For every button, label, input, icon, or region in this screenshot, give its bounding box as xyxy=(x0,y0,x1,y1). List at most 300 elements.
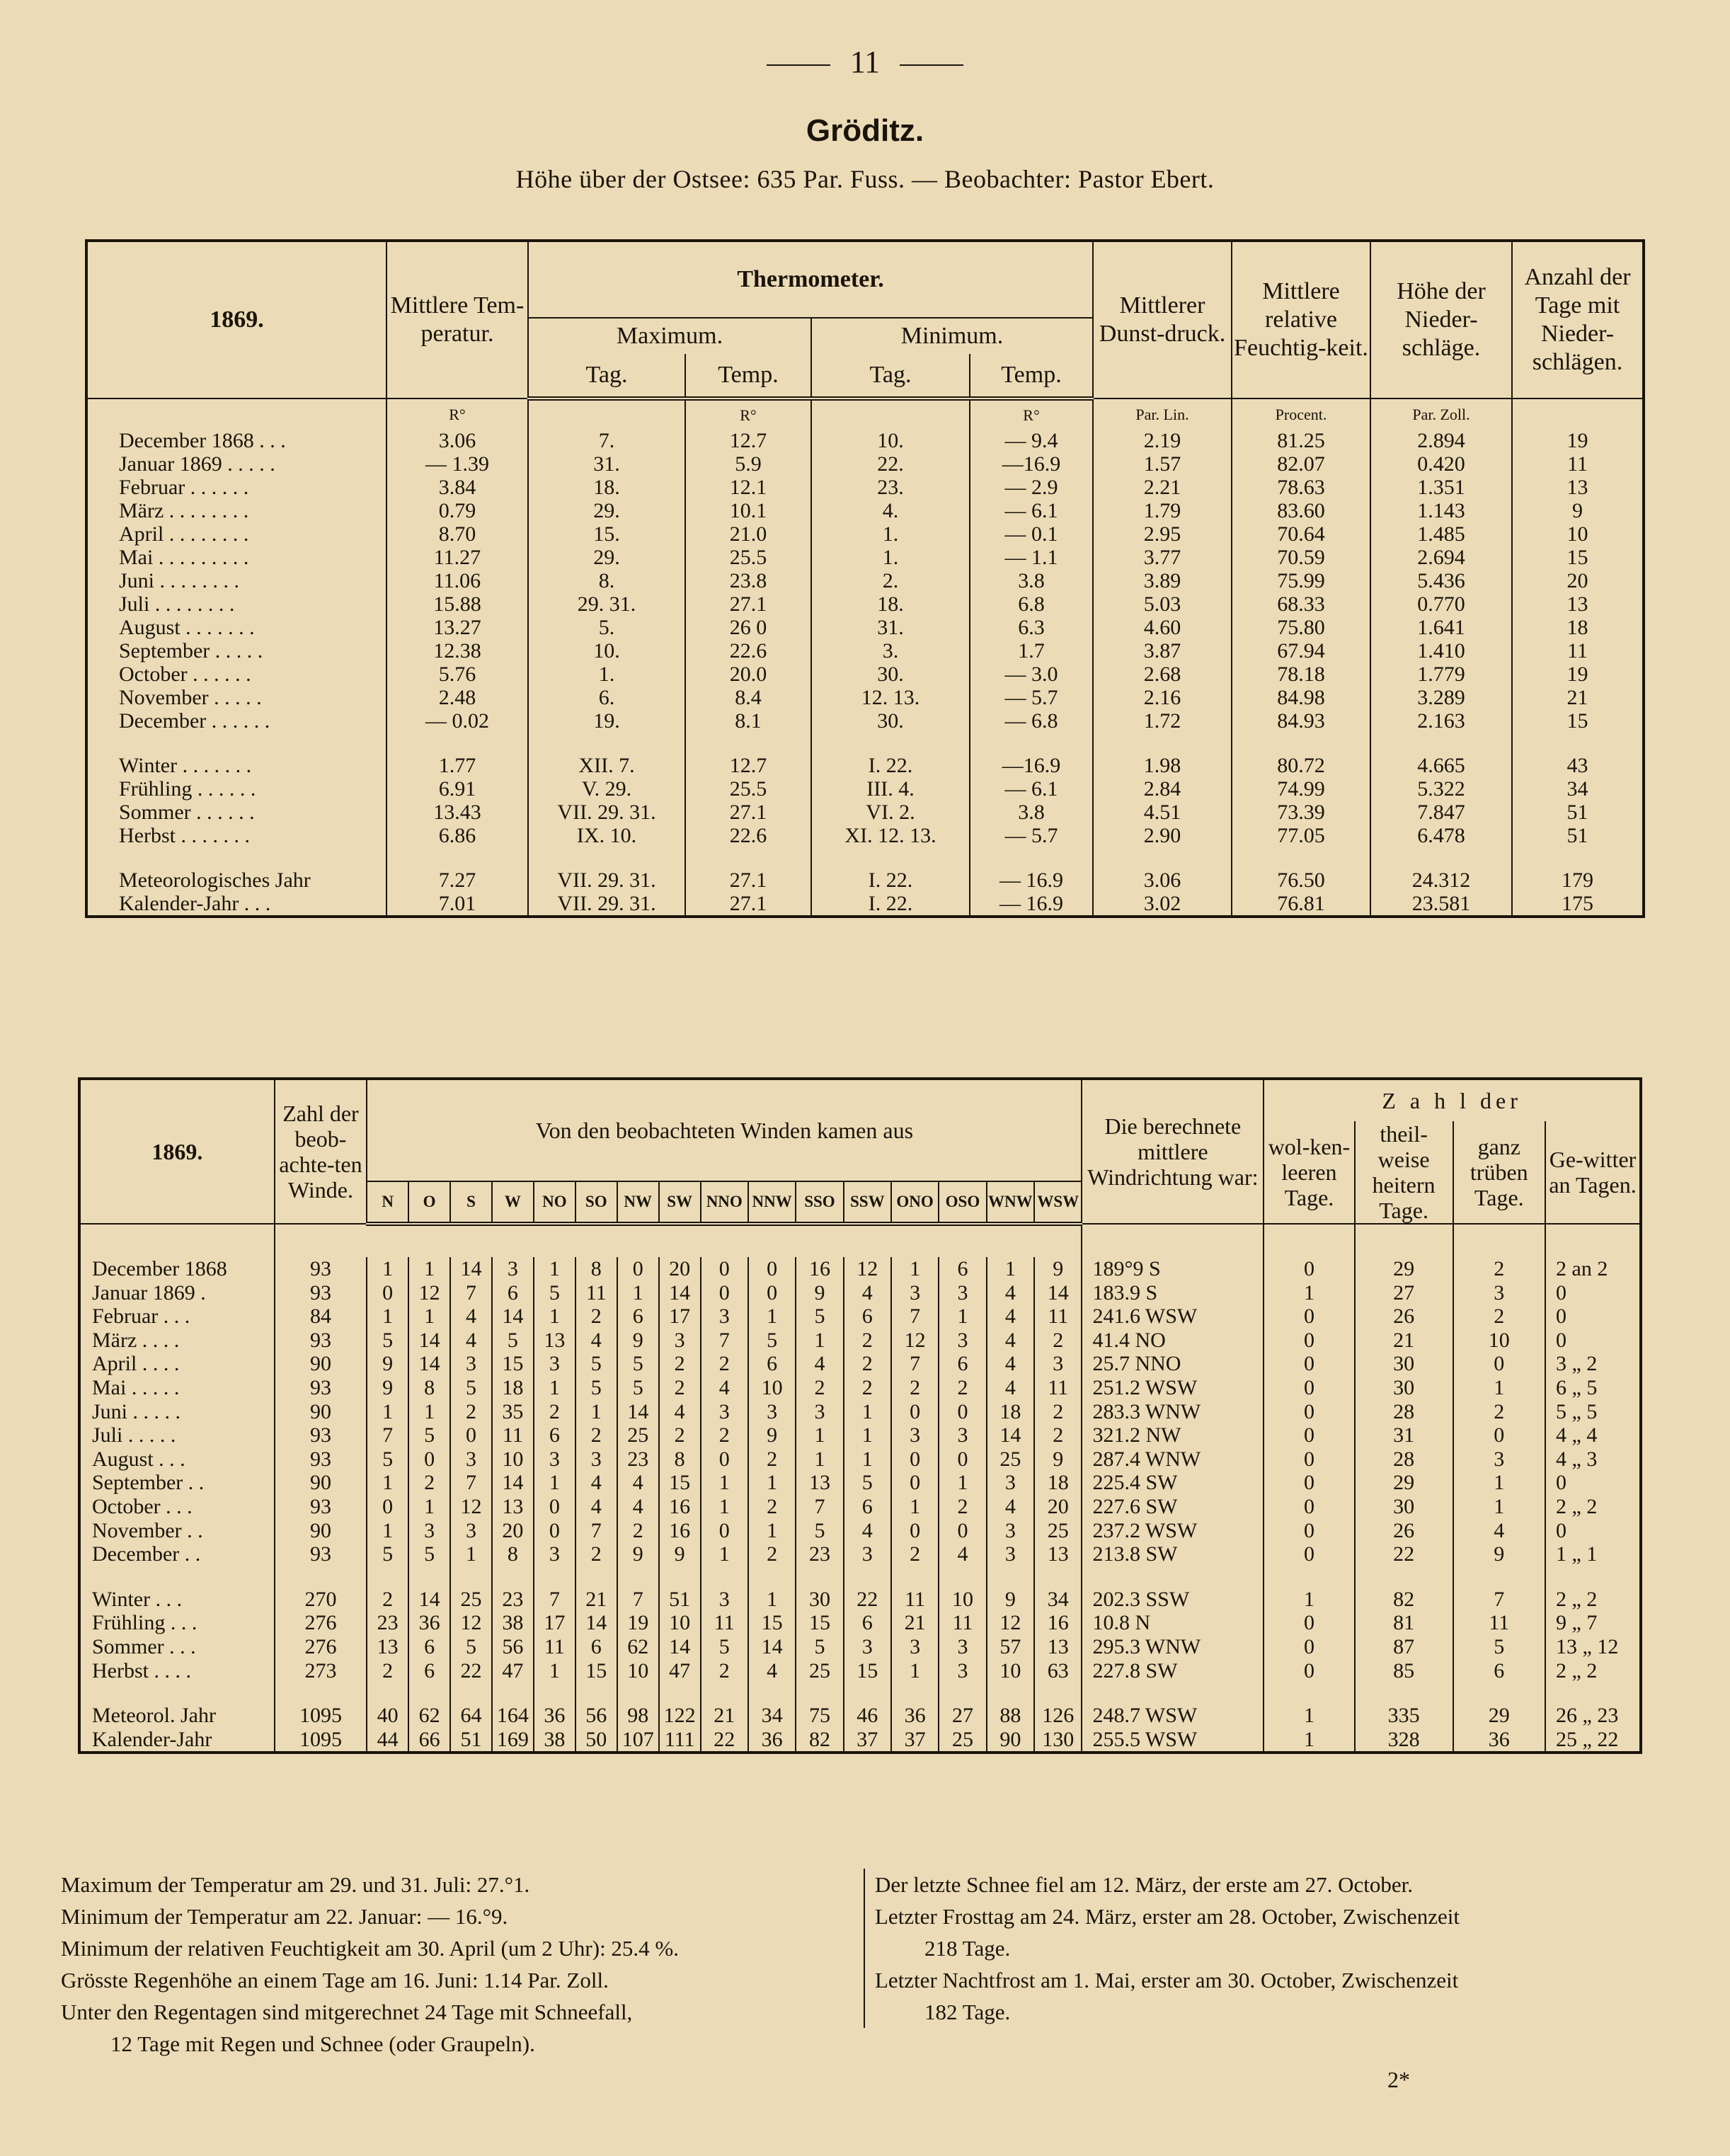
table-cell: 202.3 SSW xyxy=(1082,1588,1264,1612)
table-cell: 2 xyxy=(1034,1423,1082,1447)
table-cell: I. 22. xyxy=(811,892,970,917)
table-cell: 130 xyxy=(1034,1728,1082,1753)
table-row xyxy=(86,824,1644,847)
table-cell: 10. xyxy=(528,639,685,663)
table-cell: 14 xyxy=(450,1257,492,1281)
table-cell: 4 xyxy=(659,1400,701,1424)
table-cell: 5.9 xyxy=(685,452,811,476)
table-cell: 11.27 xyxy=(386,546,528,569)
table-cell: 23. xyxy=(811,476,970,499)
table-cell: 87 xyxy=(1355,1635,1453,1659)
table-cell: 4 xyxy=(987,1352,1034,1376)
table-cell: 4.51 xyxy=(1093,801,1232,824)
table-cell: 29. xyxy=(528,499,685,522)
table-cell: 3. xyxy=(811,639,970,663)
table-cell: 0 xyxy=(1545,1519,1641,1543)
unit-par-lin: Par. Lin. xyxy=(1093,398,1232,429)
table-cell: — 6.1 xyxy=(970,499,1093,522)
table-cell: 2 „ 2 xyxy=(1545,1495,1641,1519)
table-cell: 2.68 xyxy=(1093,663,1232,686)
table-cell: 30 xyxy=(1355,1376,1453,1400)
table-cell: 1.351 xyxy=(1370,476,1512,499)
row-label: März . . . . . . . . xyxy=(119,499,249,522)
table-cell: 2 xyxy=(534,1400,575,1424)
table-cell: 6.8 xyxy=(970,592,1093,616)
table-cell: 75 xyxy=(796,1704,843,1728)
table-cell: —16.9 xyxy=(970,452,1093,476)
table-cell: 0 xyxy=(534,1519,575,1543)
maximum-header: Maximum. xyxy=(528,318,811,354)
table-cell: 13 „ 12 xyxy=(1545,1635,1641,1659)
table-cell: 25 xyxy=(617,1423,659,1447)
table-row xyxy=(79,1400,1641,1424)
table-row xyxy=(86,429,1644,452)
table-cell: 2 xyxy=(701,1423,748,1447)
table-cell: 5 xyxy=(796,1519,843,1543)
table-cell: 1 xyxy=(748,1588,796,1612)
row-label: Februar . . . xyxy=(92,1305,190,1329)
note-line: 12 Tage mit Regen und Schnee (oder Graupeln). xyxy=(110,2031,535,2056)
table-cell: 225.4 SW xyxy=(1082,1471,1264,1495)
table-cell: 7 xyxy=(534,1588,575,1612)
table-cell: 56 xyxy=(492,1635,534,1659)
wind-dir-header: WNW xyxy=(987,1181,1034,1224)
table-cell: 2 xyxy=(796,1376,843,1400)
wind-dir-header: N xyxy=(367,1181,408,1224)
table-cell: 1 xyxy=(796,1329,843,1353)
table-cell: 1 xyxy=(844,1447,891,1472)
table-cell: 23 xyxy=(492,1588,534,1612)
table-cell: 1 xyxy=(701,1542,748,1566)
climate-table-body xyxy=(86,398,1644,917)
table-cell: 9 xyxy=(367,1376,408,1400)
table-cell: 7 xyxy=(575,1519,617,1543)
table-cell: 5 xyxy=(617,1376,659,1400)
table-cell: 2.90 xyxy=(1093,824,1232,847)
table-row xyxy=(79,1519,1641,1543)
table-cell: 273 xyxy=(275,1659,367,1683)
wind-dir-header: NNO xyxy=(701,1181,748,1224)
table-cell: 2 xyxy=(1034,1329,1082,1353)
table-cell: 2 xyxy=(659,1376,701,1400)
table-cell: 31. xyxy=(811,616,970,639)
table-cell: 0 xyxy=(1453,1352,1545,1376)
table-cell: 0 xyxy=(1545,1329,1641,1353)
table-cell: 1095 xyxy=(275,1704,367,1728)
table-cell: 3.87 xyxy=(1093,639,1232,663)
table-cell: 3.289 xyxy=(1370,686,1512,709)
table-cell: 23.581 xyxy=(1370,892,1512,917)
table-cell: 251.2 WSW xyxy=(1082,1376,1264,1400)
table-cell: 12.38 xyxy=(386,639,528,663)
table-cell: 93 xyxy=(275,1447,367,1472)
wind-dir-header: SW xyxy=(659,1181,701,1224)
table-cell: 3.84 xyxy=(386,476,528,499)
table-cell: 1.485 xyxy=(1370,522,1512,546)
table-cell: 0 xyxy=(1545,1281,1641,1305)
table-cell: 1.57 xyxy=(1093,452,1232,476)
table-cell: IX. 10. xyxy=(528,824,685,847)
table-cell: 5.436 xyxy=(1370,569,1512,592)
table-cell: 74.99 xyxy=(1232,777,1370,801)
table-cell: 9 xyxy=(617,1542,659,1566)
table-cell: — 6.8 xyxy=(970,709,1093,733)
table-cell: 14 xyxy=(1034,1281,1082,1305)
table-cell: 6 xyxy=(1453,1659,1545,1683)
table-cell: 5 xyxy=(575,1376,617,1400)
table-row xyxy=(79,1611,1641,1635)
table-cell: 248.7 WSW xyxy=(1082,1704,1264,1728)
row-label: December . . xyxy=(92,1542,201,1566)
wind-dir-header: S xyxy=(450,1181,492,1224)
table-cell: 1 xyxy=(534,1376,575,1400)
table-row xyxy=(86,569,1644,592)
wind-dir-header: NW xyxy=(617,1181,659,1224)
row-label: Winter . . . xyxy=(92,1587,183,1611)
table-cell: 14 xyxy=(408,1329,450,1353)
table-cell: 5 xyxy=(748,1329,796,1353)
table-cell: 2 xyxy=(659,1352,701,1376)
table-row xyxy=(79,1329,1641,1353)
table-cell: 5 xyxy=(450,1376,492,1400)
day-count-header: Z a h l der xyxy=(1264,1079,1641,1121)
table-cell: 5 xyxy=(701,1635,748,1659)
table-row xyxy=(79,1542,1641,1566)
table-cell: 2 xyxy=(891,1376,939,1400)
table-cell: 51 xyxy=(659,1588,701,1612)
table-cell: 1 xyxy=(408,1400,450,1424)
note-line: 182 Tage. xyxy=(924,2000,1011,2024)
table-cell: 20 xyxy=(1034,1495,1082,1519)
table-cell: 30. xyxy=(811,709,970,733)
table-cell: 93 xyxy=(275,1257,367,1281)
table-cell: 14 xyxy=(492,1305,534,1329)
table-cell: 1 xyxy=(617,1281,659,1305)
table-cell: 76.81 xyxy=(1232,892,1370,917)
table-cell: 27.1 xyxy=(685,892,811,917)
table-row xyxy=(79,1588,1641,1612)
unit-temp-max: R° xyxy=(685,398,811,429)
table-cell: 38 xyxy=(492,1611,534,1635)
table-cell: 31. xyxy=(528,452,685,476)
table-cell: 10 xyxy=(1453,1329,1545,1353)
table-cell: 21 xyxy=(575,1588,617,1612)
row-label: August . . . . . . . xyxy=(119,616,255,639)
table-cell: 5.03 xyxy=(1093,592,1232,616)
table-cell: 68.33 xyxy=(1232,592,1370,616)
table-cell: 3 xyxy=(575,1447,617,1472)
table-cell: 6 xyxy=(534,1423,575,1447)
table-cell: 2 xyxy=(1453,1305,1545,1329)
table-cell: 6.91 xyxy=(386,777,528,801)
table-cell: 28 xyxy=(1355,1447,1453,1472)
table-cell: 36 xyxy=(408,1611,450,1635)
table-cell: 22.6 xyxy=(685,824,811,847)
table-cell: 12.7 xyxy=(685,429,811,452)
table-cell: 15 xyxy=(844,1659,891,1683)
table-cell: 6 „ 5 xyxy=(1545,1376,1641,1400)
table-cell: 0 xyxy=(891,1471,939,1495)
table-cell: 3 xyxy=(701,1400,748,1424)
table-cell: 25 xyxy=(796,1659,843,1683)
table-cell: 5 xyxy=(617,1352,659,1376)
min-temp-header: Temp. xyxy=(970,354,1093,398)
table-cell: 1. xyxy=(528,663,685,686)
table-cell: 12.7 xyxy=(685,754,811,777)
table-cell: 13 xyxy=(534,1329,575,1353)
note-line: Grösste Regenhöhe an einem Tage am 16. Juni: 1.14 Par. Zoll. xyxy=(61,1968,609,1992)
row-label: October . . . . . . xyxy=(119,663,251,686)
table-cell: 11 xyxy=(891,1588,939,1612)
table-cell: 11 xyxy=(1512,639,1644,663)
table-cell: 36 xyxy=(748,1728,796,1753)
table-cell: 13.43 xyxy=(386,801,528,824)
table-cell: 62 xyxy=(617,1635,659,1659)
table-cell: 0 xyxy=(748,1281,796,1305)
table-cell: 189°9 S xyxy=(1082,1257,1264,1281)
note-line: Letzter Frosttag am 24. März, erster am 28. October, Zwischenzeit xyxy=(875,1904,1460,1929)
table-cell: 6 xyxy=(408,1659,450,1683)
table-cell: 2 xyxy=(367,1588,408,1612)
note-line: Maximum der Temperatur am 29. und 31. Juli: 27.°1. xyxy=(61,1872,530,1897)
table-cell: 1095 xyxy=(275,1728,367,1753)
table-cell: 5.322 xyxy=(1370,777,1512,801)
table-cell: 0 xyxy=(1264,1611,1354,1635)
table-cell: 321.2 NW xyxy=(1082,1423,1264,1447)
table-cell: 90 xyxy=(275,1352,367,1376)
table-cell: 27 xyxy=(1355,1281,1453,1305)
table-cell: 1 xyxy=(748,1471,796,1495)
table-cell: 28 xyxy=(1355,1400,1453,1424)
table-cell: 4 xyxy=(1453,1519,1545,1543)
table-cell: 20 xyxy=(492,1519,534,1543)
table-cell: 0 xyxy=(1545,1305,1641,1329)
table-cell: 25 xyxy=(939,1728,986,1753)
table-cell: 30 xyxy=(1355,1495,1453,1519)
table-cell: 3 xyxy=(450,1352,492,1376)
table-row xyxy=(86,892,1644,917)
row-label: November . . . . . xyxy=(119,686,262,709)
table-cell: 7 xyxy=(891,1352,939,1376)
table-row xyxy=(86,686,1644,709)
wind-table-body xyxy=(79,1224,1641,1753)
table-cell: 84.98 xyxy=(1232,686,1370,709)
table-cell: 0 xyxy=(1264,1257,1354,1281)
table-cell: 1. xyxy=(811,546,970,569)
table-cell: 5 xyxy=(844,1471,891,1495)
table-cell: — 1.39 xyxy=(386,452,528,476)
table-cell: 15. xyxy=(528,522,685,546)
table-cell: 6 xyxy=(844,1611,891,1635)
table-cell: 23 xyxy=(796,1542,843,1566)
table-cell: 67.94 xyxy=(1232,639,1370,663)
table-cell: 11 xyxy=(1034,1305,1082,1329)
table-cell: 3 xyxy=(939,1329,986,1353)
table-cell: 8.4 xyxy=(685,686,811,709)
table-cell: 4 xyxy=(987,1305,1034,1329)
wind-dir-header: OSO xyxy=(939,1181,986,1224)
table-cell: 10 xyxy=(617,1659,659,1683)
table-cell: 75.80 xyxy=(1232,616,1370,639)
table-cell: 2 xyxy=(617,1519,659,1543)
table-cell: 0 xyxy=(939,1519,986,1543)
table-cell: 3 xyxy=(748,1400,796,1424)
table-cell: 1 xyxy=(748,1519,796,1543)
table-cell: 8 xyxy=(492,1542,534,1566)
wind-from-header: Von den beobachteten Winden kamen aus xyxy=(367,1079,1082,1181)
table-cell: 93 xyxy=(275,1495,367,1519)
table-cell: 3 xyxy=(534,1542,575,1566)
climate-table xyxy=(85,239,1645,918)
table-cell: 5 xyxy=(575,1352,617,1376)
table-cell: 26 „ 23 xyxy=(1545,1704,1641,1728)
table-cell: 283.3 WNW xyxy=(1082,1400,1264,1424)
table-cell: XII. 7. xyxy=(528,754,685,777)
table-cell: 3.02 xyxy=(1093,892,1232,917)
table-cell: 15 xyxy=(748,1611,796,1635)
table-cell: 7.01 xyxy=(386,892,528,917)
table-cell: 0 xyxy=(701,1519,748,1543)
table-cell: 26 xyxy=(1355,1305,1453,1329)
table-cell: 0 xyxy=(1264,1352,1354,1376)
table-cell: 5 xyxy=(796,1305,843,1329)
table-cell: 5 xyxy=(1453,1635,1545,1659)
table-cell: 90 xyxy=(275,1400,367,1424)
table-cell: 0 xyxy=(1264,1400,1354,1424)
table-cell: 20 xyxy=(659,1257,701,1281)
table-cell: 10 xyxy=(492,1447,534,1472)
table-cell: 5 xyxy=(367,1542,408,1566)
wind-dir-header: NNW xyxy=(748,1181,796,1224)
table-cell: 2 xyxy=(939,1495,986,1519)
table-cell: 4 xyxy=(796,1352,843,1376)
row-label: Herbst . . . . . . . xyxy=(119,824,250,847)
table-cell: 2 xyxy=(748,1542,796,1566)
table-cell: 3.89 xyxy=(1093,569,1232,592)
table-cell: 4 xyxy=(844,1519,891,1543)
table-cell: 3 xyxy=(844,1542,891,1566)
table-cell: 255.5 WSW xyxy=(1082,1728,1264,1753)
wind-dir-header: NO xyxy=(534,1181,575,1224)
table-cell: 1.79 xyxy=(1093,499,1232,522)
table-cell: VI. 2. xyxy=(811,801,970,824)
table-cell: 80.72 xyxy=(1232,754,1370,777)
table-cell: 14 xyxy=(617,1400,659,1424)
row-label: Winter . . . . . . . xyxy=(119,754,252,777)
table-cell: 241.6 WSW xyxy=(1082,1305,1264,1329)
table-cell: 78.63 xyxy=(1232,476,1370,499)
table-cell: 4.665 xyxy=(1370,754,1512,777)
table-cell: 6 xyxy=(939,1257,986,1281)
table-cell: 276 xyxy=(275,1635,367,1659)
table-cell: 70.59 xyxy=(1232,546,1370,569)
table-cell: 0 xyxy=(450,1423,492,1447)
table-cell: 0 xyxy=(891,1519,939,1543)
table-cell: 27.1 xyxy=(685,801,811,824)
precipitation-header: Höhe der Nieder-schläge. xyxy=(1370,241,1512,398)
table-cell: 21 xyxy=(891,1611,939,1635)
table-cell: 2 „ 2 xyxy=(1545,1659,1641,1683)
table-cell: 25.5 xyxy=(685,546,811,569)
table-row xyxy=(79,1635,1641,1659)
table-cell: 20.0 xyxy=(685,663,811,686)
table-cell: 3 xyxy=(1034,1352,1082,1376)
table-cell: 21.0 xyxy=(685,522,811,546)
table-cell: 43 xyxy=(1512,754,1644,777)
table-cell: 0 xyxy=(1264,1635,1354,1659)
table-row xyxy=(79,1352,1641,1376)
table-cell: 10. xyxy=(811,429,970,452)
row-label: Frühling . . . . . . xyxy=(119,777,256,801)
overcast-header: ganz trüben Tage. xyxy=(1453,1121,1545,1224)
table-cell: 81.25 xyxy=(1232,429,1370,452)
table-cell: 1 xyxy=(701,1495,748,1519)
table-cell: 4 xyxy=(987,1281,1034,1305)
table-row xyxy=(86,616,1644,639)
table-cell: 12 xyxy=(450,1495,492,1519)
table-cell: 8.1 xyxy=(685,709,811,733)
table-cell: 15 xyxy=(492,1352,534,1376)
table-cell: 27 xyxy=(939,1704,986,1728)
table-cell: 36 xyxy=(891,1704,939,1728)
table-cell: 1 xyxy=(408,1305,450,1329)
table-cell: 11 xyxy=(575,1281,617,1305)
table-cell: 36 xyxy=(1453,1728,1545,1753)
row-label: Herbst . . . . xyxy=(92,1658,191,1682)
table-cell: 7 xyxy=(1453,1588,1545,1612)
table-cell: 5 „ 5 xyxy=(1545,1400,1641,1424)
wind-dir-header: WSW xyxy=(1034,1181,1082,1224)
table-cell: 93 xyxy=(275,1423,367,1447)
table-cell: 3 xyxy=(701,1305,748,1329)
table-cell: 0 xyxy=(939,1447,986,1472)
table-cell: — 16.9 xyxy=(970,892,1093,917)
table-cell: 1 xyxy=(534,1305,575,1329)
table-cell: 19 xyxy=(1512,663,1644,686)
table-cell: 14 xyxy=(987,1423,1034,1447)
table-cell: 14 xyxy=(575,1611,617,1635)
table-cell: 64 xyxy=(450,1704,492,1728)
table-cell: 0 xyxy=(1264,1659,1354,1683)
table-cell: 3 xyxy=(408,1519,450,1543)
table-cell: 2 xyxy=(1453,1257,1545,1281)
table-cell: 25 xyxy=(450,1588,492,1612)
table-cell: 1 xyxy=(1264,1588,1354,1612)
table-cell: 4 xyxy=(939,1542,986,1566)
table-cell: 2.163 xyxy=(1370,709,1512,733)
table-cell: 7 xyxy=(796,1495,843,1519)
table-cell: 10 xyxy=(659,1611,701,1635)
table-cell: 21 xyxy=(1355,1329,1453,1353)
table-cell: 2 xyxy=(575,1542,617,1566)
table-cell: 0 xyxy=(1264,1329,1354,1353)
table-cell: 8. xyxy=(528,569,685,592)
table-cell: 0 xyxy=(1264,1471,1354,1495)
table-cell: 3 xyxy=(987,1471,1034,1495)
table-cell: 1 xyxy=(844,1400,891,1424)
table-cell: I. 22. xyxy=(811,868,970,892)
wind-dir-header: O xyxy=(408,1181,450,1224)
table-cell: 1 xyxy=(534,1659,575,1683)
table-cell: 2 xyxy=(575,1423,617,1447)
row-label: Juni . . . . . . . . xyxy=(119,569,240,592)
table-cell: — 5.7 xyxy=(970,824,1093,847)
wind-dir-header: SSO xyxy=(796,1181,843,1224)
table-cell: 6 xyxy=(617,1305,659,1329)
wind-dir-header: SSW xyxy=(844,1181,891,1224)
table-cell: 335 xyxy=(1355,1704,1453,1728)
table-cell: 13 xyxy=(796,1471,843,1495)
